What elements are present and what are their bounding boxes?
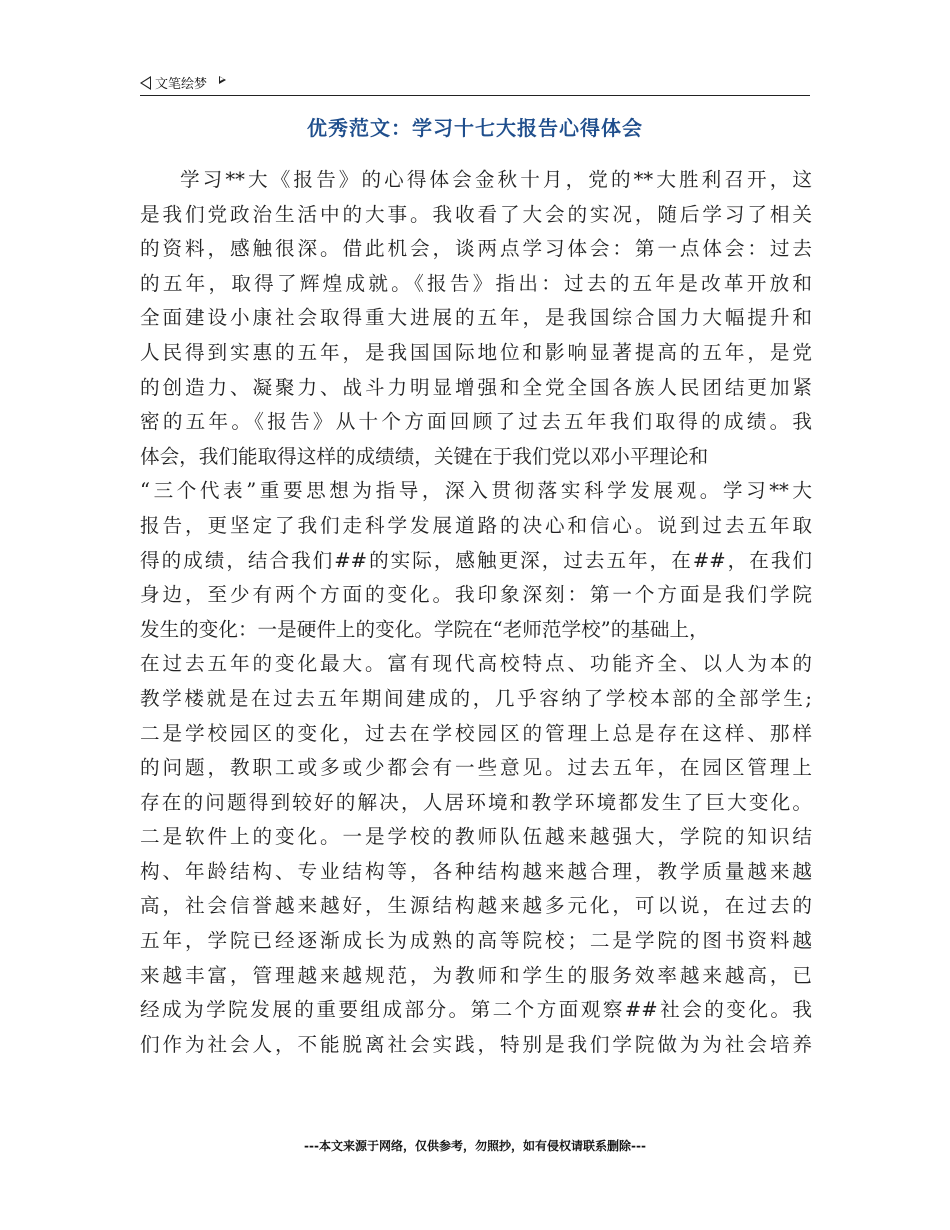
body-line: 教学楼就是在过去五年期间建成的，几乎容纳了学校本部的全部学生; <box>140 686 812 710</box>
triangle-right-icon <box>219 76 226 84</box>
body-line: “三个代表”重要思想为指导，深入贯彻落实科学发展观。学习**大 <box>140 479 812 503</box>
body-line: 的创造力、凝聚力、战斗力明显增强和全党全国各族人民团结更加紧 <box>140 375 812 399</box>
body-line: 来越丰富，管理越来越规范，为教师和学生的服务效率越来越高，已 <box>140 963 812 987</box>
body-line: 得的成绩，结合我们##的实际，感触更深，过去五年，在##，在我们 <box>140 548 812 572</box>
body-line: 全面建设小康社会取得重大进展的五年，是我国综合国力大幅提升和 <box>140 306 812 330</box>
body-line: 报告，更坚定了我们走科学发展道路的决心和信心。说到过去五年取 <box>140 513 812 537</box>
triangle-left-icon <box>140 76 151 90</box>
document-title: 优秀范文：学习十七大报告心得体会 <box>307 116 643 140</box>
page-header <box>140 70 810 96</box>
body-line: 二是软件上的变化。一是学校的教师队伍越来越强大，学院的知识结 <box>140 825 812 849</box>
body-line: 高，社会信誉越来越好，生源结构越来越多元化，可以说，在过去的 <box>140 894 812 918</box>
document-body <box>140 163 812 1062</box>
brand-logo <box>140 73 226 92</box>
body-line: 的资料，感触很深。借此机会，谈两点学习体会：第一点体会：过去 <box>140 237 812 261</box>
body-line: 是我们党政治生活中的大事。我收看了大会的实况，随后学习了相关 <box>140 202 812 226</box>
body-line: 学习**大《报告》的心得体会金秋十月，党的**大胜利召开，这 <box>180 168 812 191</box>
body-line: 们作为社会人，不能脱离社会实践，特别是我们学院做为为社会培养 <box>140 1032 812 1056</box>
footer-disclaimer: ---本文来源于网络，仅供参考，勿照抄，如有侵权请联系删除--- <box>304 1139 646 1153</box>
body-line: 二是学校园区的变化，过去在学校园区的管理上总是存在这样、那样 <box>140 721 812 745</box>
body-line: 身边，至少有两个方面的变化。我印象深刻：第一个方面是我们学院 <box>140 583 812 607</box>
body-line: 存在的问题得到较好的解决，人居环境和教学环境都发生了巨大变化。 <box>140 790 812 814</box>
body-line: 密的五年。《报告》从十个方面回顾了过去五年我们取得的成绩。我 <box>140 410 812 434</box>
body-line: 在过去五年的变化最大。富有现代高校特点、功能齐全、以人为本的 <box>140 652 812 676</box>
body-line: 构、年龄结构、专业结构等，各种结构越来越合理，教学质量越来越 <box>140 859 812 883</box>
body-line: 五年，学院已经逐渐成长为成熟的高等院校；二是学院的图书资料越 <box>140 929 812 953</box>
body-line: 发生的变化：一是硬件上的变化。学院在“老师范学校”的基础上， <box>140 617 709 641</box>
body-line: 人民得到实惠的五年，是我国国际地位和影响显著提高的五年，是党 <box>140 340 812 364</box>
body-line: 的问题，教职工或多或少都会有一些意见。过去五年，在园区管理上 <box>140 756 812 780</box>
brand-name: 文笔绘梦 <box>155 77 208 92</box>
body-line: 体会，我们能取得这样的成绩绩，关键在于我们党以邓小平理论和 <box>140 444 709 468</box>
body-line: 的五年，取得了辉煌成就。《报告》指出：过去的五年是改革开放和 <box>140 271 812 295</box>
body-line: 经成为学院发展的重要组成部分。第二个方面观察##社会的变化。我 <box>140 998 812 1022</box>
